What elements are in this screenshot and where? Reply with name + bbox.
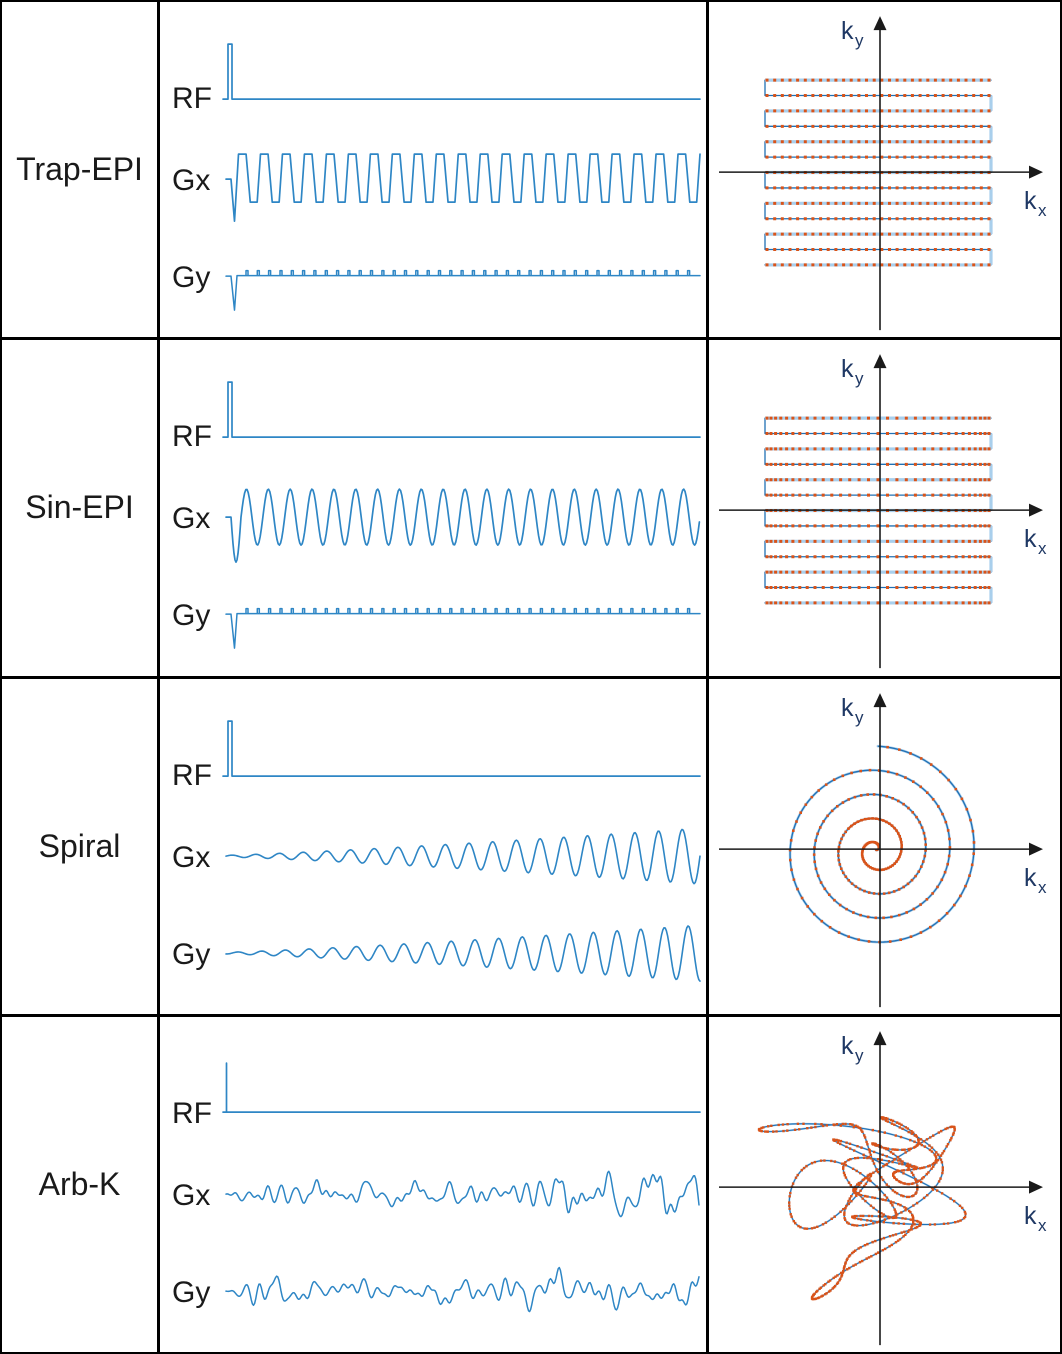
row-label-cell <box>2 340 157 675</box>
gy-label: Gy <box>172 1275 211 1309</box>
kx-axis-arrow-icon <box>1029 1180 1043 1193</box>
kspace-cell <box>709 2 1060 337</box>
kx-axis-label: k <box>1024 525 1037 554</box>
rf-label: RF <box>172 82 212 116</box>
waveform-panel <box>160 679 706 1014</box>
kspace-panel <box>709 2 1060 337</box>
gy-label: Gy <box>172 261 211 295</box>
waveform-curves <box>223 1063 700 1311</box>
waveform-panel <box>160 2 706 337</box>
ky-axis-arrow-icon <box>874 1031 887 1045</box>
row-label-cell <box>2 1017 157 1352</box>
kspace-cell <box>709 1017 1060 1352</box>
waveform-curves <box>223 382 700 648</box>
kx-axis-arrow-icon <box>1029 842 1043 855</box>
waveform-curves <box>223 44 700 310</box>
kx-axis-label: k <box>1024 863 1037 892</box>
sequence-label: Trap-EPI <box>16 151 143 188</box>
ky-axis-label: k <box>841 693 854 722</box>
row-label-cell <box>2 679 157 1014</box>
ky-axis-arrow-icon <box>874 16 887 30</box>
trajectory-curves <box>789 745 976 943</box>
kspace-panel <box>709 679 1060 1014</box>
kx-axis-arrow-icon <box>1029 166 1043 179</box>
waveform-cell <box>160 679 706 1014</box>
sequence-label: Sin-EPI <box>25 489 134 526</box>
ky-axis-arrow-icon <box>874 354 887 368</box>
kx-axis-label: k <box>1024 187 1037 216</box>
ky-axis-subscript: y <box>855 707 864 727</box>
ky-axis-subscript: y <box>855 369 864 389</box>
sequence-label: Arb-K <box>38 1165 121 1202</box>
ky-axis-arrow-icon <box>874 693 887 707</box>
waveform-panel <box>160 340 706 675</box>
kspace-cell <box>709 340 1060 675</box>
waveform-panel <box>160 1017 706 1352</box>
gy-label: Gy <box>172 599 211 633</box>
ky-axis-subscript: y <box>855 1045 864 1065</box>
rf-label: RF <box>172 1096 212 1130</box>
row-label-cell <box>2 2 157 337</box>
kspace-panel <box>709 340 1060 675</box>
rf-label: RF <box>172 420 212 454</box>
kx-axis-subscript: x <box>1038 539 1047 559</box>
waveform-cell <box>160 1017 706 1352</box>
waveform-curves <box>223 721 700 981</box>
kspace-cell <box>709 679 1060 1014</box>
ky-axis-label: k <box>841 17 854 46</box>
trajectory-curves <box>758 1116 967 1300</box>
ky-axis-subscript: y <box>855 31 864 51</box>
kx-axis-subscript: x <box>1038 877 1047 897</box>
gx-label: Gx <box>172 840 211 874</box>
kx-axis-subscript: x <box>1038 1215 1047 1235</box>
kspace-panel <box>709 1017 1060 1352</box>
sequence-label: Spiral <box>38 827 121 864</box>
waveform-cell <box>160 340 706 675</box>
ky-axis-label: k <box>841 355 854 384</box>
gx-label: Gx <box>172 1178 211 1212</box>
waveform-cell <box>160 2 706 337</box>
rf-label: RF <box>172 758 212 792</box>
kx-axis-arrow-icon <box>1029 504 1043 517</box>
gy-label: Gy <box>172 937 211 971</box>
ky-axis-label: k <box>841 1031 854 1060</box>
kx-axis-label: k <box>1024 1201 1037 1230</box>
kx-axis-subscript: x <box>1038 201 1047 221</box>
gx-label: Gx <box>172 164 211 198</box>
gx-label: Gx <box>172 502 211 536</box>
